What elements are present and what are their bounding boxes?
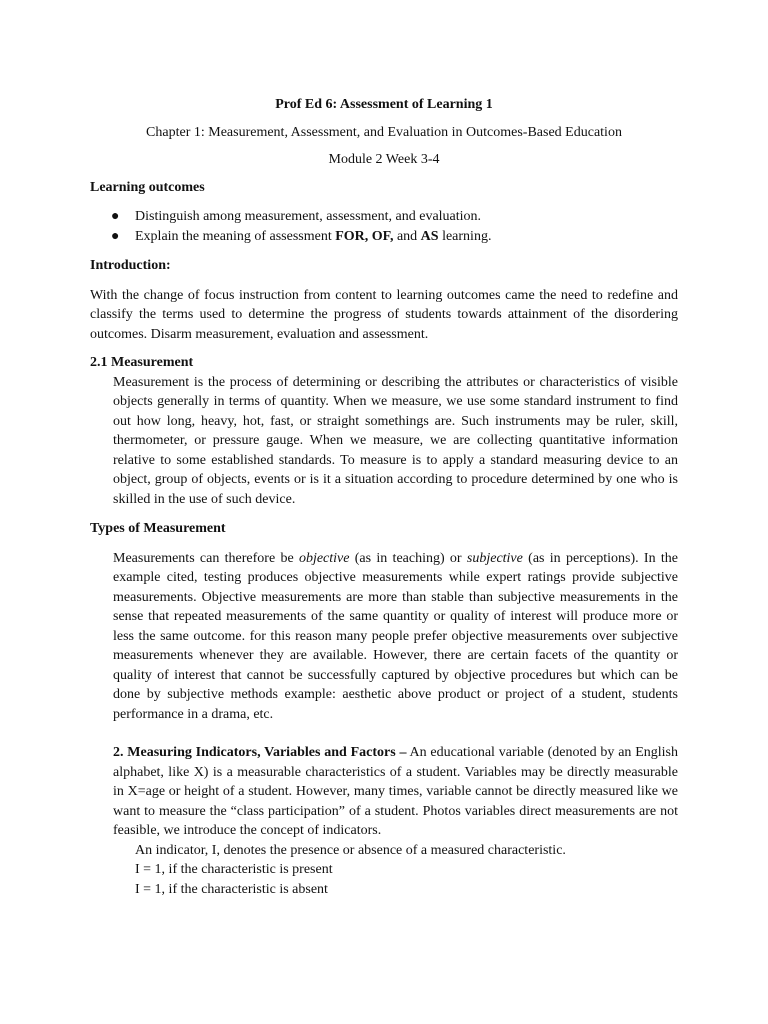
indicator-absent-line: I = 1, if the characteristic is absent xyxy=(135,881,328,897)
types-text-part: (as in perceptions). In the example cited, testing produces objective measurements while expert ratings provide subjective measurements. Objective measurements are more than stable than subjective measurements in the sense that repeated measurements of the same quantity or quality of interest will produce more or less the same outcome. for this reason many people prefer objective measurements over subjective measurements whenever they are available. However, there are certain facets of the quantity or quality of interest that cannot be successfully captured by objective procedures but which can be done by subjective methods example: aesthetic above product or project of a student, students performance in a drama, etc. xyxy=(113,550,678,722)
outcome-text: Distinguish among measurement, assessment, and evaluation. xyxy=(135,209,482,224)
bullet-icon: ● xyxy=(111,228,120,244)
indicators-text: An educational variable (denoted by an English alphabet, like X) is a measurable characteristics of a student. Variables may be directly measurable in X=age or height of a student. However, many times, variable cannot be directly measured like we want to measure the “class participation” of a student. Photos variables direct measurements are not feasible, we introduce the concept of indicators. xyxy=(113,745,678,838)
learning-outcomes-list xyxy=(90,207,678,246)
measurement-paragraph: Measurement is the process of determining or describing the attributes or characteristics of visible objects generally in terms of quantity. When we measure, we use some standard instrument to find out how long, heavy, hot, fast, or straight somethings are. Such instruments may be ruler, skill, thermometer, or pressure gauge. When we measure, we are collecting quantitative information relative to some established standards. To measure is to apply a standard measuring device to an object, group of objects, events or is it a situation according to procedure determined by one who is skilled in the use of such device. xyxy=(113,374,678,507)
indicator-definition: An indicator, I, denotes the presence or absence of a measured characteristic. xyxy=(135,842,566,858)
types-text-part: (as in teaching) or xyxy=(349,550,467,566)
outcome-bold-as: AS xyxy=(420,228,439,244)
outcome-text-part: and xyxy=(393,228,421,244)
list-item xyxy=(111,227,678,247)
outcome-bold-for-of: FOR, OF, xyxy=(335,228,394,244)
indicators-heading: 2. Measuring Indicators, Variables and Factors – xyxy=(113,745,407,760)
types-heading: Types of Measurement xyxy=(90,521,226,536)
module-label: Module 2 Week 3-4 xyxy=(328,152,440,167)
objective-term: objective xyxy=(298,550,350,566)
indicators-paragraph xyxy=(90,743,678,841)
learning-outcomes-heading: Learning outcomes xyxy=(90,179,205,195)
chapter-title: Chapter 1: Measurement, Assessment, and Evaluation in Outcomes-Based Education xyxy=(146,124,622,140)
types-text-part: Measurements can therefore be xyxy=(113,550,299,566)
types-paragraph xyxy=(90,549,678,725)
document-title: Prof Ed 6: Assessment of Learning 1 xyxy=(275,97,493,112)
list-item xyxy=(111,207,678,227)
bullet-icon: ● xyxy=(111,209,120,224)
measurement-heading: 2.1 Measurement xyxy=(90,355,194,370)
indicator-present-line: I = 1, if the characteristic is present xyxy=(135,862,333,877)
outcome-text-part: learning. xyxy=(438,228,492,244)
outcome-text-part: Explain the meaning of assessment xyxy=(135,228,336,244)
introduction-paragraph: With the change of focus instruction from content to learning outcomes came the need to redefine and classify the terms used to determine the progress of students towards attainment of the disordering outcomes. Disarm measurement, evaluation and assessment. xyxy=(90,287,678,342)
subjective-term: subjective xyxy=(466,550,523,566)
introduction-heading: Introduction: xyxy=(90,258,171,273)
